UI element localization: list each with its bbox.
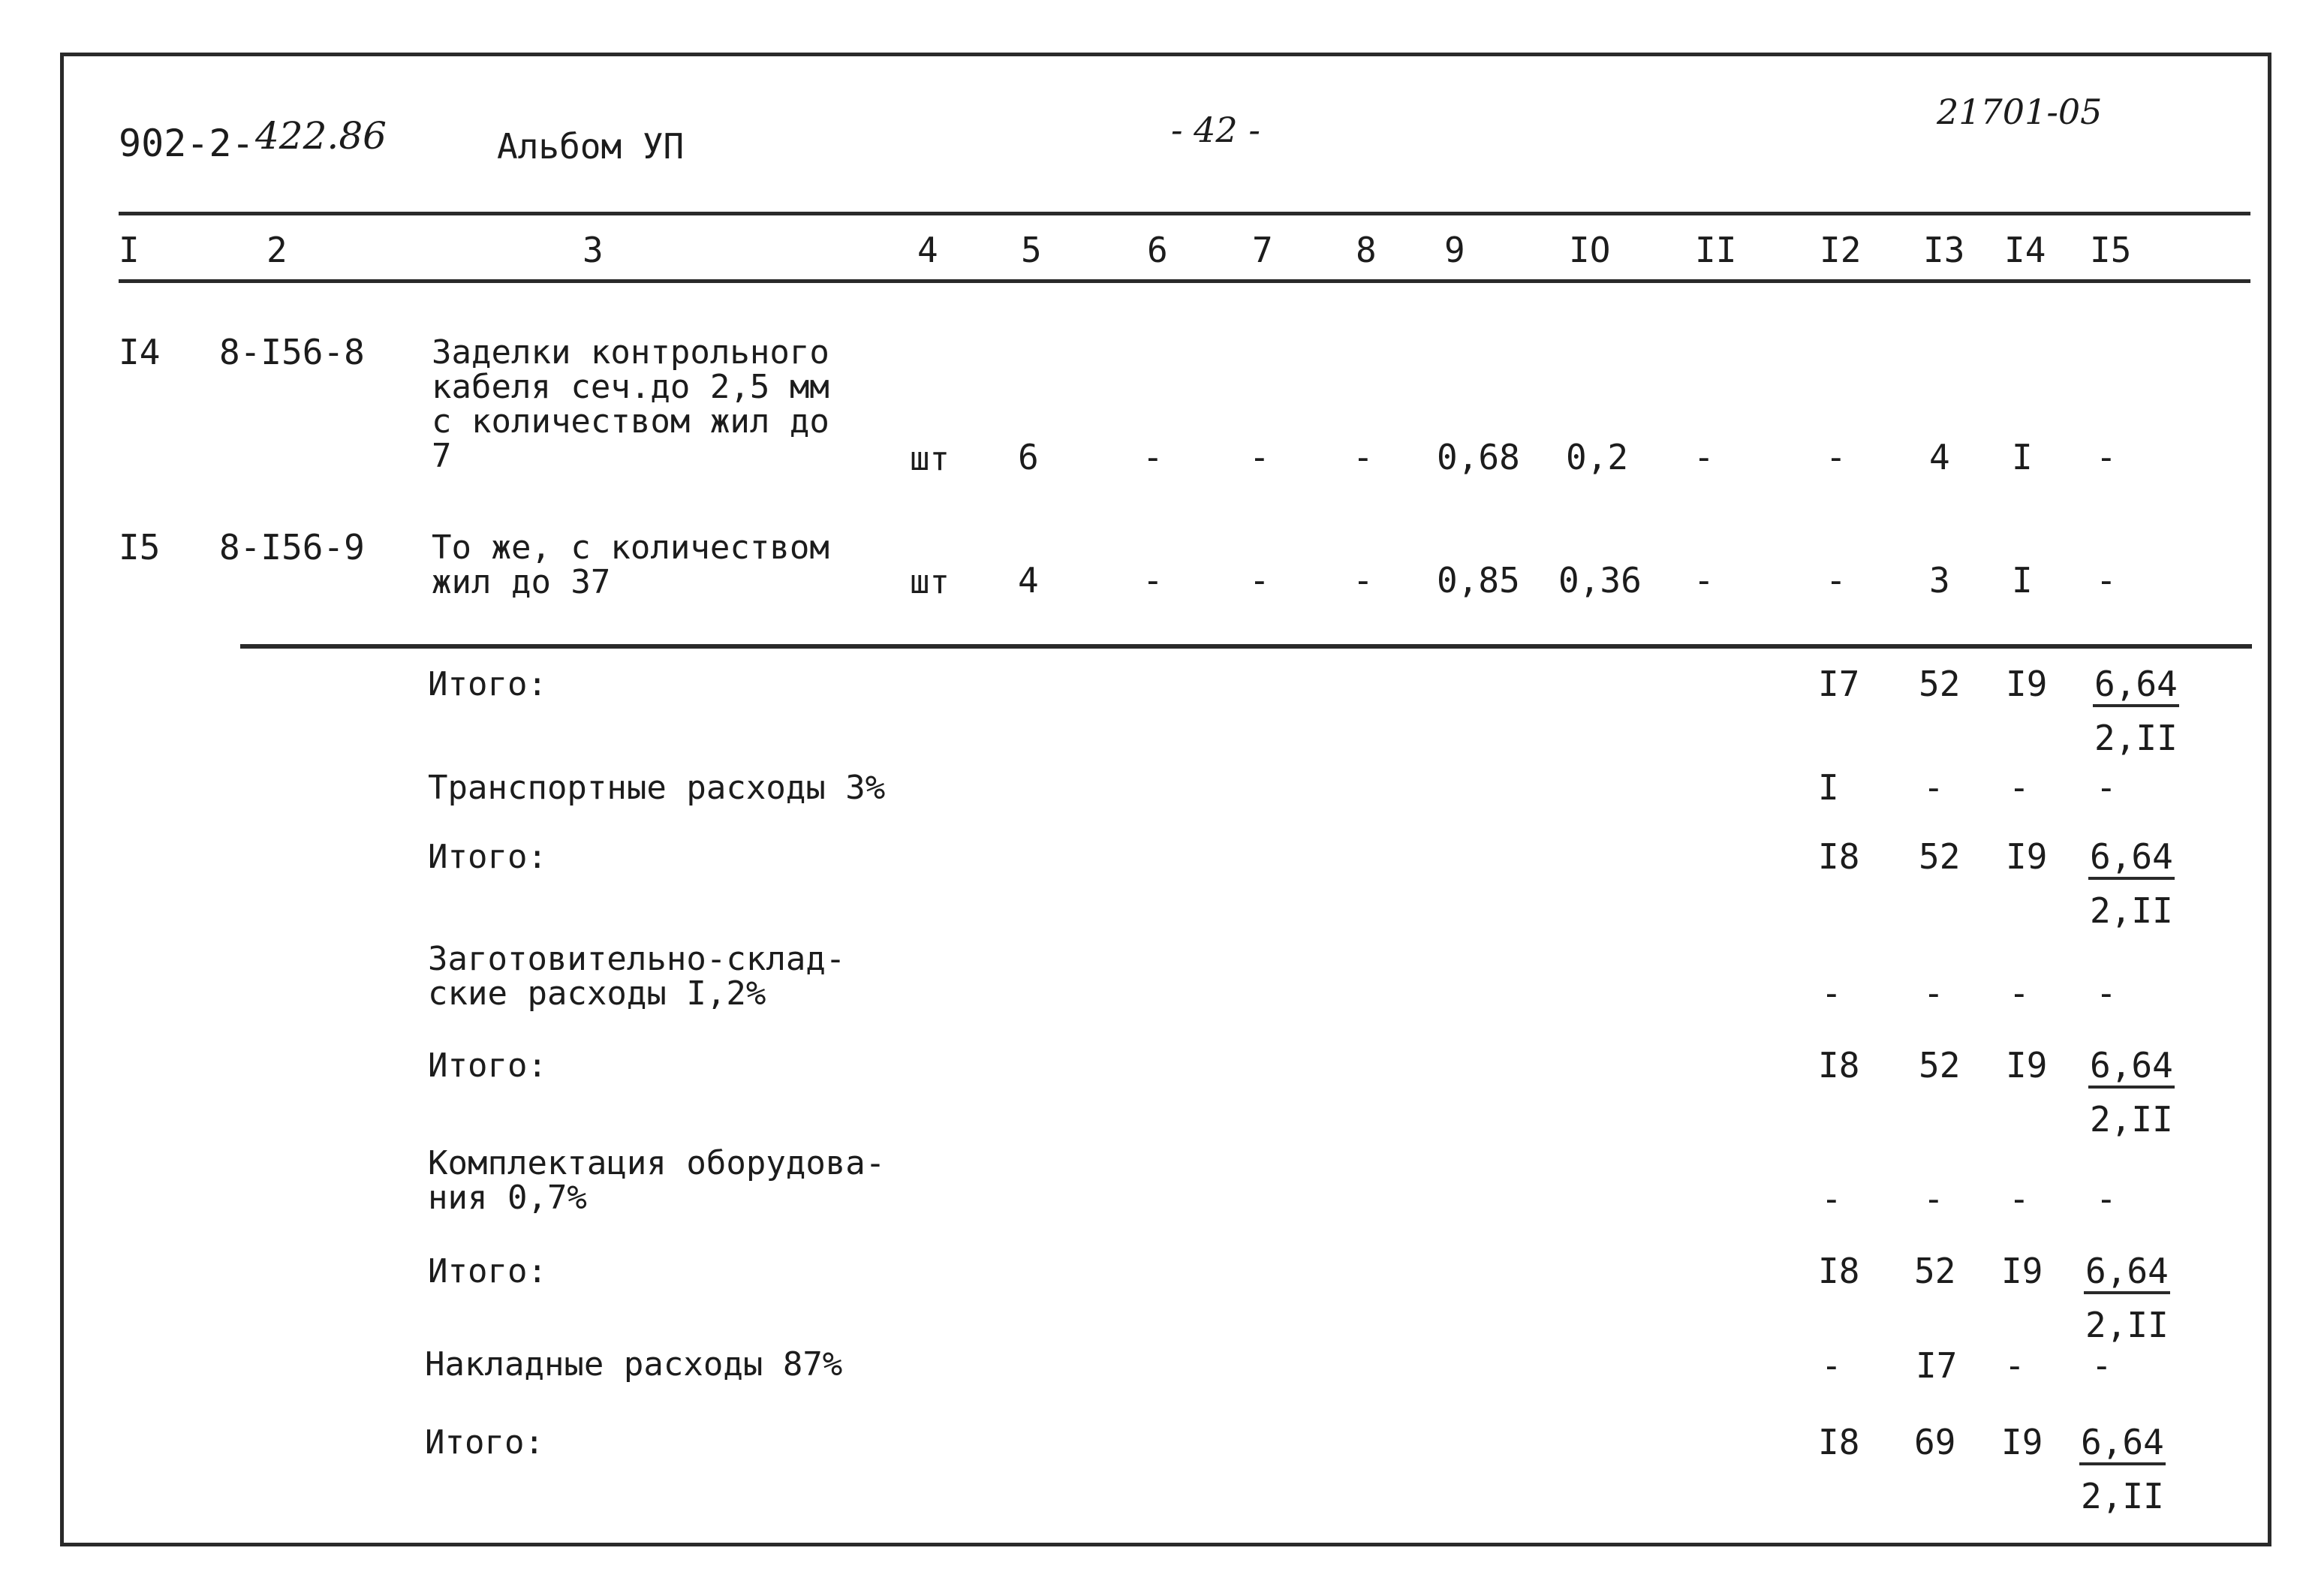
row-cell: 0,85 — [1437, 560, 1520, 601]
column-number: 3 — [583, 230, 604, 270]
row-description-line: с количеством жил до — [432, 402, 829, 441]
summary-fraction — [2088, 1045, 2175, 1140]
column-number: 8 — [1356, 230, 1377, 270]
summary-label: Накладные расходы 87% — [425, 1345, 843, 1384]
summary-cell: - — [2009, 767, 2030, 808]
column-number: 9 — [1444, 230, 1465, 270]
summary-label-line: ния 0,7% — [428, 1179, 587, 1217]
row-cell: I — [2012, 437, 2033, 477]
summary-label: Итого: — [428, 1252, 547, 1290]
summary-label: Итого: — [428, 1046, 547, 1085]
summary-label: Итого: — [428, 838, 547, 876]
row-quantity: 6 — [1018, 437, 1039, 477]
summary-label: Итого: — [428, 665, 547, 703]
summary-cell: I8 — [1818, 1045, 1860, 1086]
column-number: I2 — [1820, 230, 1862, 270]
summary-label: Итого: — [425, 1423, 544, 1462]
column-number: 4 — [917, 230, 938, 270]
row-cell: 0,68 — [1437, 437, 1520, 477]
column-number: I4 — [2004, 230, 2046, 270]
summary-cell: - — [2096, 767, 2117, 808]
page-number: - 42 - — [1171, 110, 1260, 150]
fraction-numerator: 6,64 — [2088, 1048, 2175, 1089]
summary-cell: I9 — [2006, 1045, 2048, 1086]
summary-cell: I7 — [1818, 664, 1860, 704]
summary-cell: I9 — [2006, 664, 2048, 704]
column-number: I5 — [2090, 230, 2132, 270]
fraction-denominator: 2,II — [2094, 718, 2178, 758]
column-number: I — [119, 230, 140, 270]
fraction-denominator: 2,II — [2081, 1476, 2164, 1516]
summary-cell: - — [1923, 1179, 1944, 1219]
summary-cell: 52 — [1914, 1251, 1956, 1291]
summary-cell: - — [1821, 1179, 1842, 1219]
row-description-line: 7 — [432, 437, 452, 475]
summary-cell: - — [1923, 973, 1944, 1013]
row-quantity: 4 — [1018, 560, 1039, 601]
row-number: I4 — [119, 332, 161, 372]
summary-cell: 52 — [1919, 836, 1961, 877]
column-header-rule — [119, 279, 2250, 283]
summary-label: Транспортные расходы 3% — [428, 769, 886, 807]
doc-number-prefix: 902-2- — [119, 122, 254, 165]
row-code: 8-I56-8 — [219, 332, 365, 372]
row-cell: - — [1249, 437, 1270, 477]
fraction-numerator: 6,64 — [2079, 1425, 2166, 1465]
column-number: 5 — [1021, 230, 1042, 270]
summary-fraction — [2093, 664, 2179, 758]
album-title: Альбом УП — [497, 126, 685, 167]
row-cell: - — [1249, 560, 1270, 601]
column-number: 7 — [1252, 230, 1273, 270]
summary-cell: - — [1923, 767, 1944, 808]
row-cell: - — [1693, 437, 1714, 477]
inventory-number: 21701-05 — [1937, 92, 2103, 132]
fraction-numerator: 6,64 — [2093, 667, 2179, 707]
summary-cell: I9 — [2001, 1251, 2043, 1291]
row-description-line: Заделки контрольного — [432, 333, 829, 372]
row-description-line: кабеля сеч.до 2,5 мм — [432, 368, 829, 406]
doc-number-suffix: 422.86 — [255, 114, 387, 158]
row-cell: - — [1353, 437, 1374, 477]
summary-cell: 69 — [1914, 1422, 1956, 1462]
summary-fraction — [2084, 1251, 2170, 1345]
fraction-denominator: 2,II — [2090, 1099, 2173, 1140]
row-description-line: жил до 37 — [432, 563, 611, 601]
summary-cell: - — [2096, 1179, 2117, 1219]
summary-cell: 52 — [1919, 1045, 1961, 1086]
fraction-numerator: 6,64 — [2084, 1254, 2170, 1294]
fraction-denominator: 2,II — [2090, 890, 2173, 931]
column-number: 2 — [266, 230, 287, 270]
row-number: I5 — [119, 527, 161, 568]
row-cell: 4 — [1929, 437, 1950, 477]
row-code: 8-I56-9 — [219, 527, 365, 568]
row-cell: - — [2096, 560, 2117, 601]
summary-cell: - — [2091, 1345, 2112, 1386]
row-unit: шт — [910, 440, 950, 478]
summary-cell: - — [1821, 973, 1842, 1013]
summary-cell: I — [1818, 767, 1839, 808]
summary-cell: I8 — [1818, 1422, 1860, 1462]
summary-label-line: ские расходы I,2% — [428, 974, 766, 1013]
summary-cell: - — [2096, 973, 2117, 1013]
column-number: I3 — [1923, 230, 1965, 270]
summary-cell: 52 — [1919, 664, 1961, 704]
summary-cell: I9 — [2006, 836, 2048, 877]
summary-label-line: Комплектация оборудова- — [428, 1144, 886, 1182]
row-cell: - — [1693, 560, 1714, 601]
totals-rule — [240, 644, 2252, 649]
fraction-denominator: 2,II — [2085, 1305, 2169, 1345]
summary-cell: I8 — [1818, 1251, 1860, 1291]
row-cell: - — [1142, 437, 1164, 477]
row-description-line: То же, с количеством — [432, 528, 829, 567]
summary-cell: - — [2009, 1179, 2030, 1219]
summary-cell: I9 — [2001, 1422, 2043, 1462]
summary-cell: - — [2004, 1345, 2025, 1386]
row-cell: - — [1353, 560, 1374, 601]
row-cell: - — [2096, 437, 2117, 477]
row-cell: 0,36 — [1558, 560, 1642, 601]
row-cell: - — [1142, 560, 1164, 601]
summary-label-line: Заготовительно-склад- — [428, 940, 846, 978]
row-cell: - — [1826, 560, 1847, 601]
column-number: 6 — [1147, 230, 1168, 270]
row-unit: шт — [910, 563, 950, 601]
summary-cell: I8 — [1818, 836, 1860, 877]
column-number: IO — [1569, 230, 1611, 270]
row-cell: 3 — [1929, 560, 1950, 601]
row-cell: 0,2 — [1566, 437, 1629, 477]
summary-cell: - — [1821, 1345, 1842, 1386]
row-cell: - — [1826, 437, 1847, 477]
summary-cell: - — [2009, 973, 2030, 1013]
summary-cell: I7 — [1916, 1345, 1958, 1386]
header-top-rule — [119, 212, 2250, 215]
row-cell: I — [2012, 560, 2033, 601]
column-number: II — [1695, 230, 1737, 270]
summary-fraction — [2079, 1422, 2166, 1516]
summary-fraction — [2088, 836, 2175, 931]
fraction-numerator: 6,64 — [2088, 839, 2175, 880]
